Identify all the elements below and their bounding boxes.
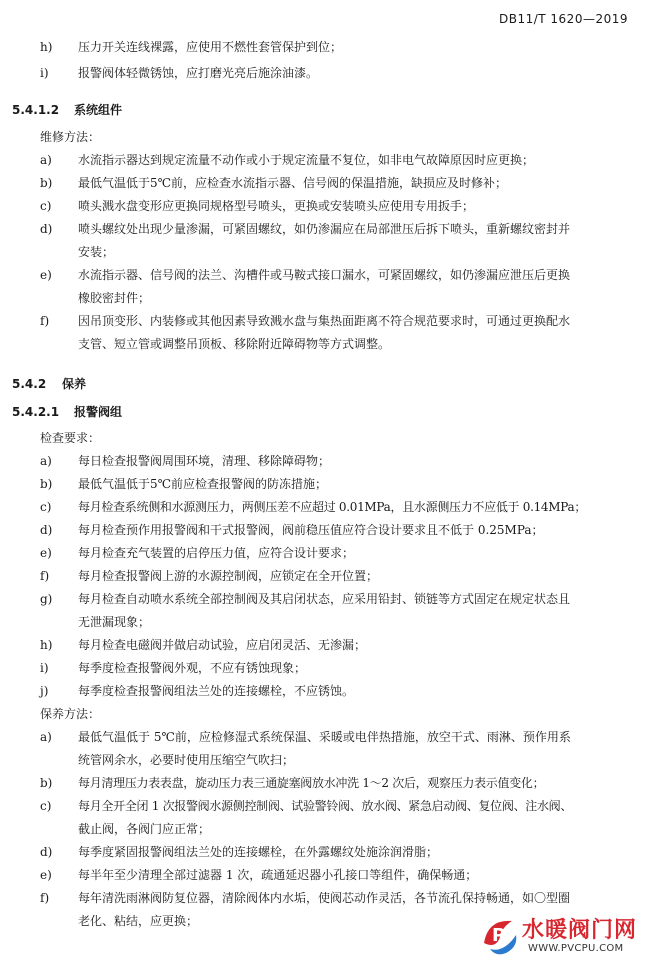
- item-text: 最低气温低于 5℃前，应检修湿式系统保温、采暖或电伴热措施，放空干式、雨淋、预作用系: [78, 730, 571, 744]
- item-text: 喷头溅水盘变形应更换同规格型号喷头，更换或安装喷头应使用专用扳手；: [78, 199, 475, 213]
- item-text: 老化、粘结，应更换；: [78, 914, 199, 928]
- item-text: 每季度检查报警阀外观，不应有锈蚀现象；: [78, 661, 307, 675]
- item-text: 截止阀，各阀门应正常；: [78, 822, 211, 836]
- item-text: 每月清理压力表表盘，旋动压力表三通旋塞阀放水冲洗 1～2 次后，观察压力表示值变化；: [78, 776, 545, 790]
- section-heading: [12, 375, 86, 392]
- item-text: 喷头螺纹处出现少量渗漏，可紧固螺纹，如仍渗漏应在局部泄压后拆下喷头，重新螺纹密封并: [78, 222, 571, 236]
- item-text: 每半年至少清理全部过滤器 1 次，疏通延迟器小孔接口等组件，确保畅通；: [78, 868, 478, 882]
- section-heading: [12, 403, 122, 420]
- item-label: j): [40, 684, 49, 698]
- watermark-url: WWW.PVCPU.COM: [528, 943, 624, 954]
- item-text: 最低气温低于5℃前应检查报警阀的防冻措施；: [78, 477, 328, 491]
- item-label: d): [40, 845, 53, 859]
- item-label: c): [40, 199, 52, 213]
- item-text: 统管网余水，必要时使用压缩空气吹扫；: [78, 753, 295, 767]
- intro-text: 维修方法：: [40, 130, 101, 144]
- item-label: a): [40, 730, 52, 744]
- item-label: f): [40, 314, 50, 328]
- item-label: b): [40, 776, 53, 790]
- item-label: a): [40, 153, 52, 167]
- item-text: 无泄漏现象；: [78, 615, 151, 629]
- item-label: g): [40, 592, 53, 606]
- watermark-title: 水暖阀门网: [522, 918, 638, 943]
- section-heading: [12, 101, 122, 118]
- item-label: e): [40, 268, 52, 282]
- item-text: 每月检查自动喷水系统全部控制阀及其启闭状态，应采用铅封、锁链等方式固定在规定状态且: [78, 592, 571, 606]
- item-text: 每月检查电磁阀并做启动试验，应启闭灵活、无渗漏；: [78, 638, 367, 652]
- section-number: 5.4.2.1: [12, 405, 60, 419]
- item-label: i): [40, 66, 49, 80]
- site-watermark: [478, 913, 646, 959]
- item-text: 每月检查预作用报警阀和干式报警阀，阀前稳压值应符合设计要求且不低于 0.25MPa；: [78, 523, 544, 537]
- section-title: 系统组件: [74, 103, 123, 117]
- intro-text: 检查要求：: [40, 431, 101, 445]
- item-label: e): [40, 546, 52, 560]
- item-text: 水流指示器、信号阀的法兰、沟槽件或马鞍式接口漏水，可紧固螺纹，如仍渗漏应泄压后更换: [78, 268, 571, 282]
- item-label: f): [40, 891, 50, 905]
- item-label: f): [40, 569, 50, 583]
- watermark-logo-icon: [478, 913, 522, 957]
- item-text: 水流指示器达到规定流量不动作或小于规定流量不复位，如非电气故障原因时应更换；: [78, 153, 535, 167]
- item-text: 报警阀体轻微锈蚀，应打磨光亮后施涂油漆。: [78, 66, 319, 80]
- item-label: d): [40, 523, 53, 537]
- item-text: 最低气温低于5℃前，应检查水流指示器、信号阀的保温措施，缺损应及时修补；: [78, 176, 508, 190]
- item-label: h): [40, 638, 53, 652]
- item-text: 每日检查报警阀周围环境，清理、移除障碍物；: [78, 454, 331, 468]
- item-label: e): [40, 868, 52, 882]
- item-label: c): [40, 500, 52, 514]
- item-text: 每月检查充气装置的启停压力值，应符合设计要求；: [78, 546, 355, 560]
- item-text: 每月检查系统侧和水源测压力，两侧压差不应超过 0.01MPa，且水源侧压力不应低于 0.14MPa；: [78, 500, 587, 514]
- item-text: 因吊顶变形、内装修或其他因素导致溅水盘与集热面距离不符合规范要求时，可通过更换配水: [78, 314, 571, 328]
- item-label: h): [40, 40, 53, 54]
- item-label: b): [40, 477, 53, 491]
- item-text: 每月检查报警阀上游的水源控制阀，应锁定在全开位置；: [78, 569, 379, 583]
- intro-text: 保养方法：: [40, 707, 101, 721]
- document-id: DB11/T 1620—2019: [498, 12, 628, 26]
- item-text: 每季度检查报警阀组法兰处的连接螺栓，不应锈蚀。: [78, 684, 355, 698]
- item-text: 支管、短立管或调整吊顶板、移除附近障碍物等方式调整。: [78, 337, 391, 351]
- section-number: 5.4.2: [12, 377, 47, 391]
- item-label: b): [40, 176, 53, 190]
- item-label: c): [40, 799, 52, 813]
- item-text: 安装；: [78, 245, 115, 259]
- item-text: 每季度紧固报警阀组法兰处的连接螺栓，在外露螺纹处施涂润滑脂；: [78, 845, 439, 859]
- item-label: i): [40, 661, 49, 675]
- section-title: 报警阀组: [74, 405, 123, 419]
- item-text: 每年清洗雨淋阀防复位器，清除阀体内水垢，使阀芯动作灵活，各节流孔保持畅通，如〇型圈: [78, 891, 571, 905]
- item-label: a): [40, 454, 52, 468]
- item-text: 每月全开全闭 1 次报警阀水源侧控制阀、试验警铃阀、放水阀、紧急启动阀、复位阀、注水阀、: [78, 799, 573, 813]
- item-text: 压力开关连线裸露，应使用不燃性套管保护到位；: [78, 40, 343, 54]
- section-number: 5.4.1.2: [12, 103, 60, 117]
- item-text: 橡胶密封件；: [78, 291, 151, 305]
- watermark-logo-letter: P: [492, 925, 506, 946]
- item-label: d): [40, 222, 53, 236]
- section-title: 保养: [62, 377, 87, 391]
